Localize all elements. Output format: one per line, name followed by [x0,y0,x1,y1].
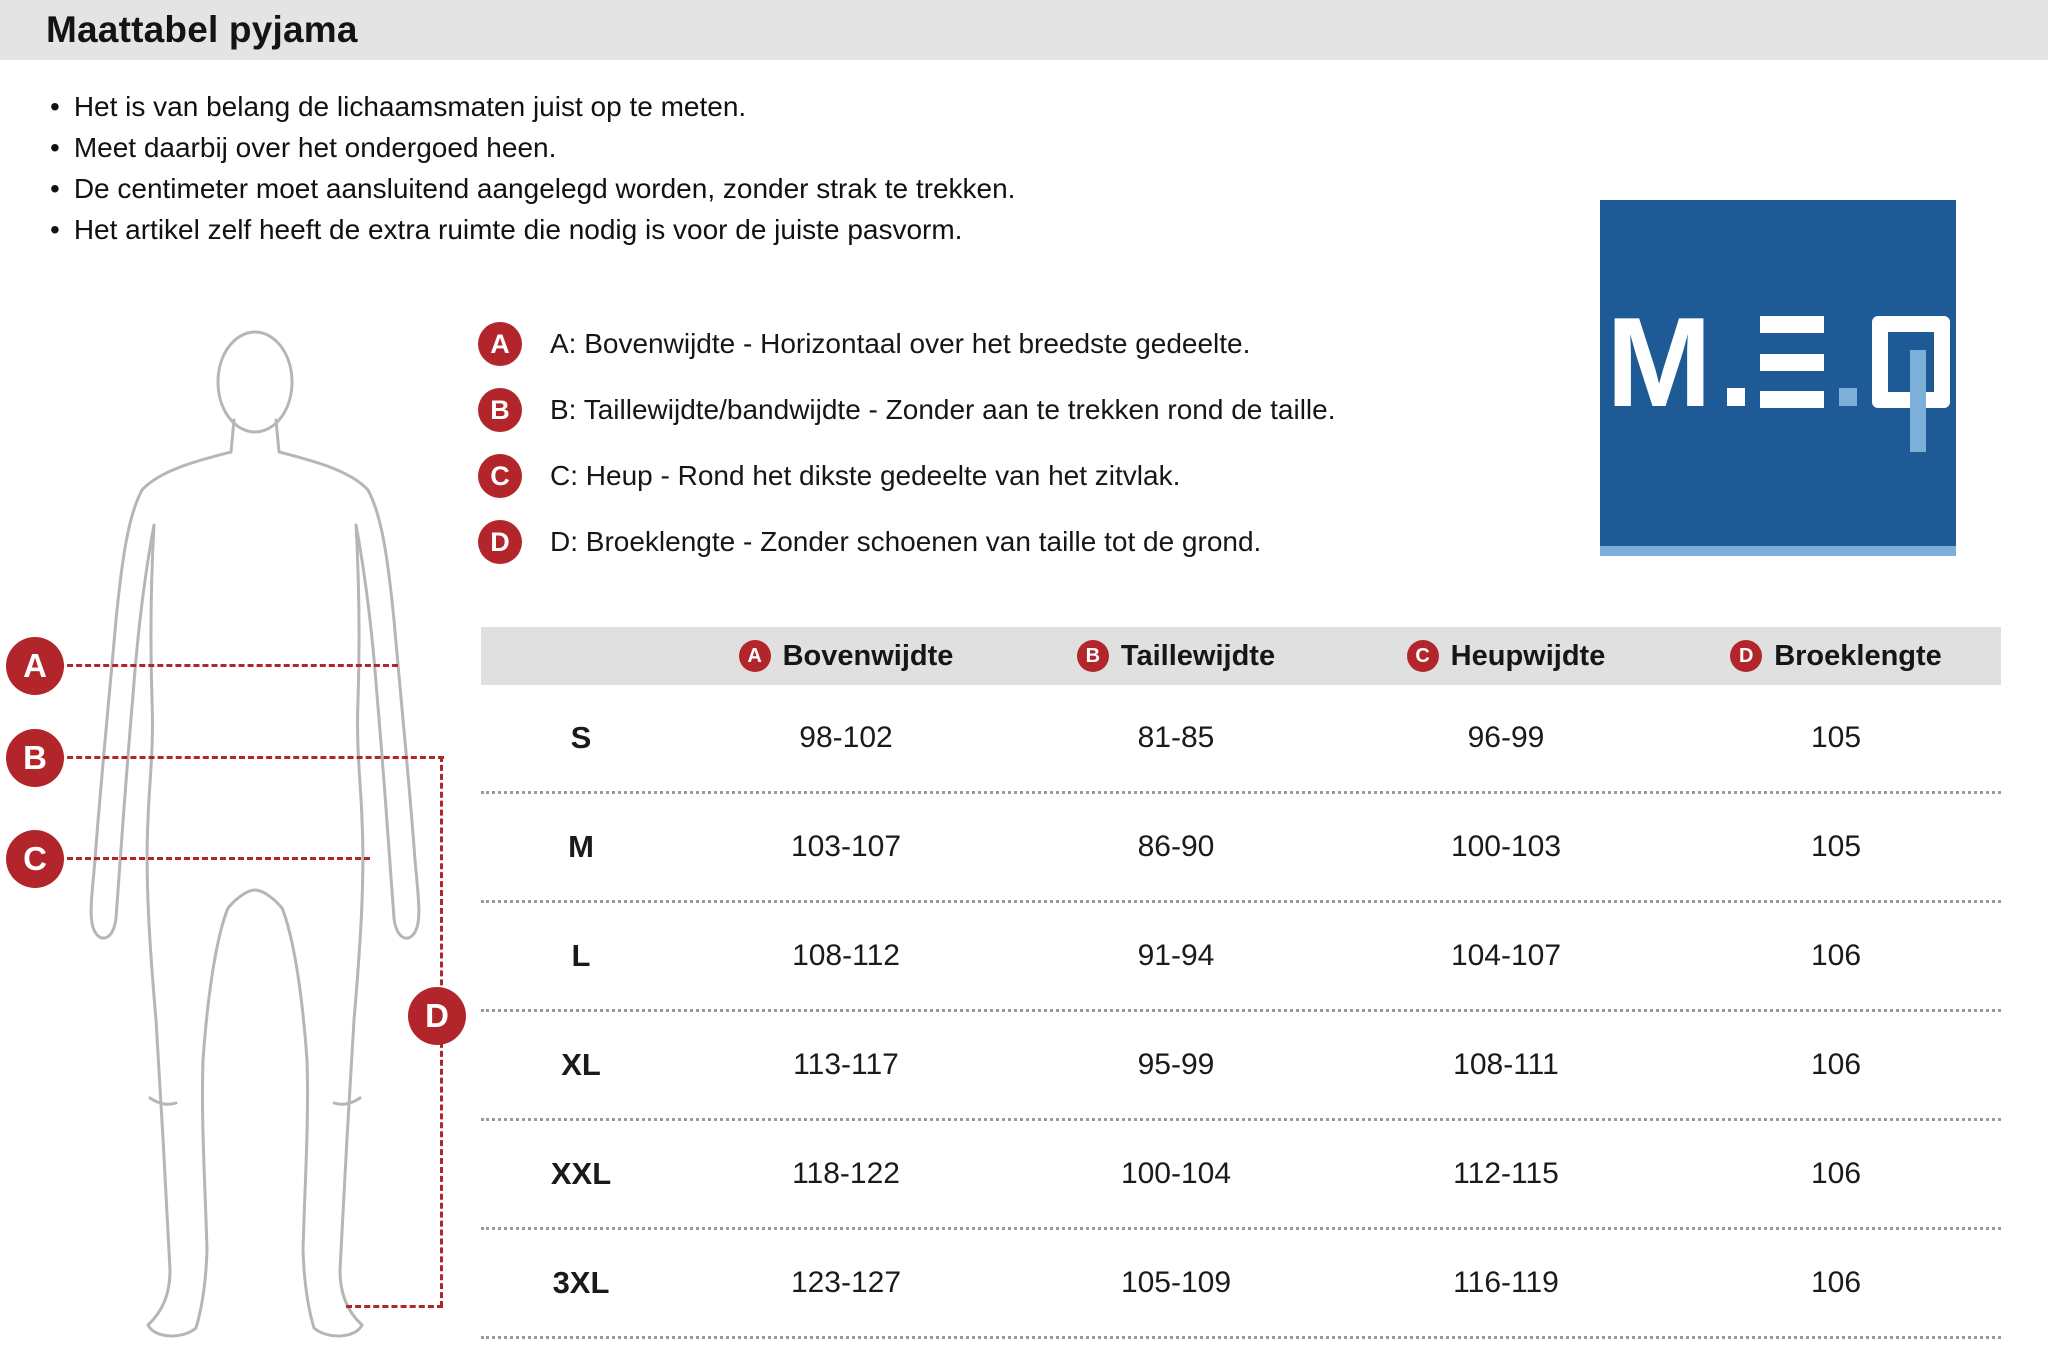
legend-item [478,322,1336,366]
value-cell: 123-127 [790,1266,902,1299]
brand-logo [1600,200,1956,556]
table-row [481,1012,2001,1121]
legend-marker: A [478,322,522,366]
logo-dot-icon [1727,388,1745,406]
instruction-item: • Het artikel zelf heeft de extra ruimte die nodig is voor de juiste pasvorm. [50,209,1015,250]
instruction-item: • Meet daarbij over het ondergoed heen. [50,127,1015,168]
value-cell: 106 [1810,1048,1862,1081]
value-cell: 106 [1810,1266,1862,1299]
knee-mark-right [334,1098,360,1104]
column-marker: A [739,640,771,672]
size-table-body [481,685,2001,1339]
value-cell: 108-112 [792,939,900,972]
title-bar [0,0,2048,60]
logo-letter-q-icon [1872,316,1950,408]
value-cell: 108-111 [1453,1048,1559,1081]
measure-line-a [40,664,398,667]
value-cell: 86-90 [1137,830,1215,863]
value-cell: 105 [1810,721,1862,754]
body-outline-diagram [0,320,470,1352]
column-header [1011,640,1341,673]
body-silhouette [91,420,419,1336]
page-title: Maattabel pyjama [46,9,358,50]
marker-d: D [408,987,466,1045]
value-cell: 106 [1810,1157,1862,1190]
value-cell: 118-122 [792,1157,900,1190]
value-cell: 105 [1810,830,1862,863]
measure-line-b [40,756,444,759]
column-marker: D [1730,640,1762,672]
legend-label: C: Heup - Rond het dikste gedeelte van het zitvlak. [550,460,1181,491]
marker-b: B [6,729,64,787]
legend-item [478,454,1336,498]
size-cell: M [568,829,594,864]
logo-letter-m: M [1606,291,1712,433]
size-cell: XL [561,1047,601,1082]
size-table [481,627,2001,1339]
legend-label: A: Bovenwijdte - Horizontaal over het breedste gedeelte. [550,328,1251,359]
legend-marker: D [478,520,522,564]
instruction-item: • Het is van belang de lichaamsmaten juist op te meten. [50,86,1015,127]
logo-dot-icon [1839,388,1857,406]
logo-letter-e-icon [1760,316,1824,408]
column-label: Heupwijdte [1450,639,1606,672]
measure-line-c [40,857,370,860]
legend-item [478,388,1336,432]
column-header [1341,640,1671,673]
value-cell: 112-115 [1453,1157,1559,1190]
size-cell: L [571,938,591,973]
legend-item [478,520,1336,564]
legend-marker: B [478,388,522,432]
size-table-header [481,627,2001,685]
value-cell: 81-85 [1137,721,1215,754]
value-cell: 100-104 [1120,1157,1232,1190]
column-header [1671,640,2001,673]
table-row [481,794,2001,903]
marker-c: C [6,830,64,888]
measurement-legend [478,322,1336,586]
measure-line-d-bottom [346,1305,443,1308]
value-cell: 95-99 [1137,1048,1215,1081]
body-head [218,332,292,432]
column-label: Bovenwijdte [782,639,954,672]
table-row [481,1230,2001,1339]
size-cell: 3XL [552,1265,610,1300]
column-marker: B [1077,640,1109,672]
value-cell: 100-103 [1450,830,1562,863]
instruction-list [50,86,1015,250]
value-cell: 113-117 [793,1048,899,1081]
size-cell: S [570,720,592,755]
table-row [481,1121,2001,1230]
table-row [481,903,2001,1012]
value-cell: 103-107 [790,830,902,863]
column-marker: C [1407,640,1439,672]
marker-a: A [6,637,64,695]
column-header [681,640,1011,673]
instruction-item: • De centimeter moet aansluitend aangelegd worden, zonder strak te trekken. [50,168,1015,209]
value-cell: 104-107 [1450,939,1562,972]
value-cell: 106 [1810,939,1862,972]
legend-label: D: Broeklengte - Zonder schoenen van taille tot de grond. [550,526,1262,557]
table-row [481,685,2001,794]
value-cell: 105-109 [1120,1266,1232,1299]
value-cell: 98-102 [799,721,893,754]
column-label: Broeklengte [1774,639,1942,672]
logo-accent-strip [1600,546,1956,556]
value-cell: 91-94 [1137,939,1215,972]
value-cell: 96-99 [1467,721,1545,754]
logo-wordmark [1600,291,1956,433]
legend-label: B: Taillewijdte/bandwijdte - Zonder aan te trekken rond de taille. [550,394,1336,425]
size-cell: XXL [550,1156,612,1191]
knee-mark-left [150,1098,176,1104]
column-label: Taillewijdte [1120,639,1276,672]
value-cell: 116-119 [1453,1266,1559,1299]
legend-marker: C [478,454,522,498]
